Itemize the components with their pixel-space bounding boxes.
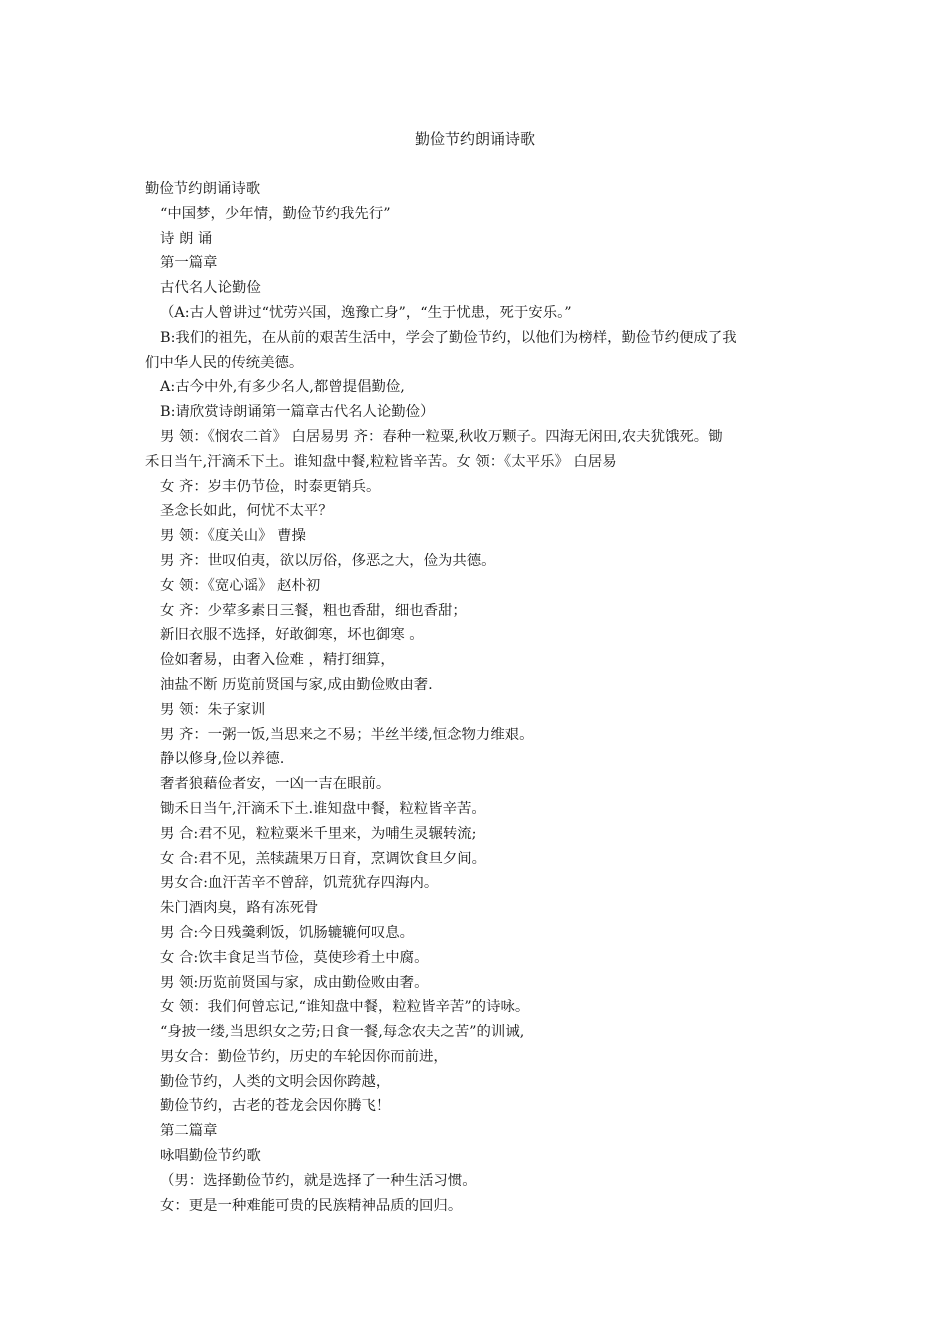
text-line: 圣念长如此，何忧不太平？ [160, 503, 333, 520]
text-line: 勤俭节约，人类的文明会因你跨越， [160, 1073, 391, 1090]
text-line: 古代名人论勤俭 [160, 280, 261, 297]
text-line: 新旧衣服不选择，好敢御寒，坏也御寒 。 [160, 627, 424, 644]
text-line: B:请欣赏诗朗诵第一篇章古代名人论勤俭） [160, 404, 435, 421]
text-line: 第一篇章 [160, 255, 218, 272]
text-line: 禾日当午,汗滴禾下土。谁知盘中餐,粒粒皆辛苦。女 领：《太平乐》 白居易 [145, 453, 617, 470]
text-line: 男女合:血汗苦辛不曾辞，饥荒犹存四海内。 [160, 875, 439, 892]
text-line: 女 领：《宽心谣》 赵朴初 [160, 577, 321, 594]
text-line: 女 齐：岁丰仍节俭，时泰更销兵。 [160, 478, 381, 495]
text-line: 男 领：朱子家训 [160, 701, 266, 718]
text-line: 俭如奢易，由奢入俭难 ，精打细算， [160, 652, 395, 669]
text-line: 男 齐：世叹伯夷，欲以厉俗，侈恶之大，俭为共德。 [160, 552, 496, 569]
text-line: 女 领：我们何曾忘记,“谁知盘中餐，粒粒皆辛苦”的诗咏。 [160, 999, 530, 1016]
text-line: 男 领:历览前贤国与家，成由勤俭败由奢。 [160, 974, 429, 991]
text-line: 诗 朗 诵 [160, 230, 213, 247]
text-line: 男 齐：一粥一饭,当思来之不易；半丝半缕,恒念物力维艰。 [160, 726, 534, 743]
text-line: 咏唱勤俭节约歌 [160, 1148, 261, 1165]
text-line: “身披一缕,当思织女之劳;日食一餐,每念农夫之苦”的训诫, [160, 1024, 525, 1041]
document-body [145, 177, 810, 1218]
text-line: 男 合:君不见，粒粒粟米千里来，为哺生灵辗转流; [160, 825, 477, 842]
text-line: 女 合:君不见，羔犊蔬果万日育，烹调饮食旦夕间。 [160, 850, 487, 867]
text-line: 朱门酒肉臭，路有冻死骨 [160, 900, 319, 917]
text-line: A:古今中外,有多少名人,都曾提倡勤俭, [160, 379, 405, 396]
text-line: （A:古人曾讲过“忧劳兴国，逸豫亡身”，“生于忧患，死于安乐。” [160, 304, 572, 321]
text-line: 女 合:饮丰食足当节俭，莫使珍肴土中腐。 [160, 949, 429, 966]
text-line: 女 齐：少荤多素日三餐，粗也香甜，细也香甜； [160, 602, 467, 619]
text-line: 女：更是一种难能可贵的民族精神品质的回归。 [160, 1197, 463, 1214]
text-line: （男：选择勤俭节约，就是选择了一种生活习惯。 [160, 1172, 477, 1189]
text-line: 油盐不断 历览前贤国与家,成由勤俭败由奢. [160, 676, 433, 693]
text-line: B:我们的祖先，在从前的艰苦生活中，学会了勤俭节约，以他们为榜样，勤俭节约便成了我 [160, 329, 737, 346]
page-title: 勤俭节约朗诵诗歌 [414, 130, 535, 148]
text-line: 锄禾日当午,汗滴禾下土.谁知盘中餐，粒粒皆辛苦。 [160, 800, 486, 817]
text-line: 们中华人民的传统美德。 [145, 354, 304, 371]
text-line: 男 合:今日残羹剩饭，饥肠辘辘何叹息。 [160, 924, 415, 941]
text-line: 男女合：勤俭节约，历史的车轮因你而前进， [160, 1048, 448, 1065]
text-line: 男 领：《悯农二首》 白居易男 齐：春种一粒粟,秋收万颗子。四海无闲田,农夫犹饿死。锄 [160, 428, 723, 445]
text-line: 第二篇章 [160, 1123, 218, 1140]
text-line: 勤俭节约朗诵诗歌 [145, 181, 261, 197]
text-line: “中国梦，少年情，勤俭节约我先行” [160, 205, 391, 222]
text-line: 奢者狼藉俭者安，一凶一吉在眼前。 [160, 776, 391, 793]
text-line: 男 领：《度关山》 曹操 [160, 528, 306, 545]
text-line: 勤俭节约，古老的苍龙会因你腾飞！ [160, 1098, 391, 1115]
text-line: 静以修身,俭以养德. [160, 751, 285, 768]
